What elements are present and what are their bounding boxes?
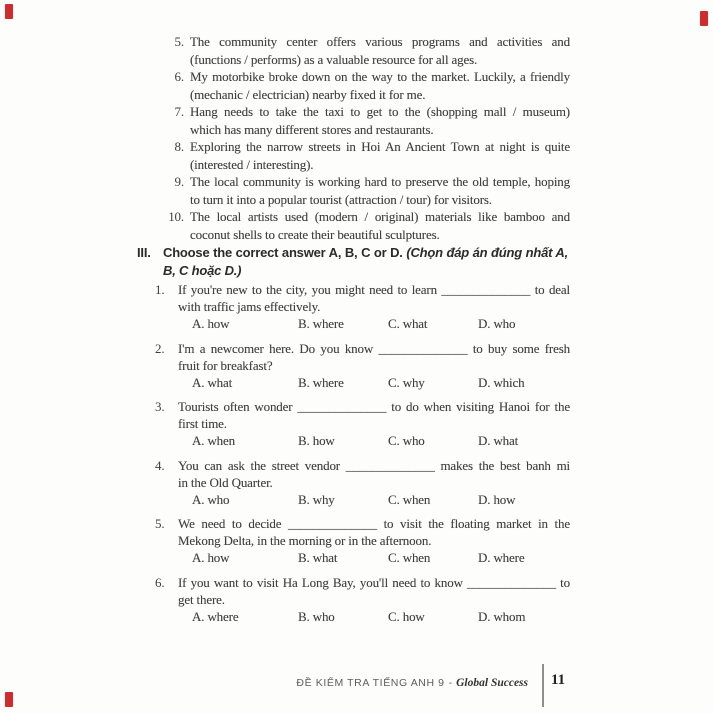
question-item <box>155 398 713 449</box>
question-number: 2. <box>155 340 165 356</box>
question-number: 3. <box>155 399 165 414</box>
section-title <box>163 244 568 279</box>
footer-book-title: Global Success <box>456 677 528 689</box>
option-cell: D. which <box>478 374 525 390</box>
questions-list <box>0 281 713 625</box>
text-line: in the Old Quarter. <box>178 474 273 490</box>
text-line: which has many different stores and restaurants. <box>190 121 434 137</box>
option-cell: B. how <box>298 433 335 448</box>
text-lines <box>190 173 570 208</box>
options-row <box>178 374 570 391</box>
option-cell: A. how <box>192 316 230 331</box>
text-lines <box>190 138 570 173</box>
question-item <box>155 457 713 508</box>
question-item <box>155 574 713 625</box>
text-line: Exploring the narrow streets in Hoi An Ancient Town at night is quite <box>190 139 570 154</box>
option-cell: D. what <box>478 433 519 448</box>
text-line: Tourists often wonder ______________ to do when visiting Hanoi for the <box>178 399 570 414</box>
text-line: If you want to visit Ha Long Bay, you'll need to know ______________ to <box>178 574 570 590</box>
footer-series-label: ĐỀ KIỂM TRA TIẾNG ANH 9 <box>296 677 445 689</box>
options-row <box>178 491 570 508</box>
text-lines <box>190 103 570 138</box>
option-cell: C. who <box>388 433 425 448</box>
question-item <box>155 281 713 332</box>
question-number: 5. <box>155 516 165 531</box>
text-lines <box>190 68 570 103</box>
text-line: If you're new to the city, you might need to learn ______________ to deal <box>178 282 570 297</box>
text-lines <box>178 340 570 391</box>
text-line: We need to decide ______________ to visit the floating market in the <box>178 516 570 531</box>
text-line: get there. <box>178 591 225 607</box>
question-item <box>155 340 713 391</box>
text-line: (functions / performs) as a valuable resource for all ages. <box>190 51 478 67</box>
footer <box>296 677 528 689</box>
option-cell: B. who <box>298 608 335 624</box>
option-cell: B. where <box>298 374 344 390</box>
section-title-en: Choose the correct answer A, B, C or D. <box>163 245 407 260</box>
option-cell: A. how <box>192 550 230 565</box>
exercise-item <box>162 68 713 103</box>
exercise-items-list <box>0 33 713 243</box>
option-cell: C. when <box>388 491 431 507</box>
options-row <box>178 608 570 625</box>
exercise-item <box>162 33 713 68</box>
option-cell: D. where <box>478 550 525 565</box>
option-cell: D. whom <box>478 608 526 624</box>
exercise-item <box>162 208 713 243</box>
option-cell: A. who <box>192 491 230 507</box>
text-line: with traffic jams effectively. <box>178 299 321 314</box>
options-row <box>178 549 570 566</box>
footer-divider-bar <box>542 664 544 707</box>
text-lines <box>178 398 570 449</box>
option-cell: A. when <box>192 433 235 448</box>
text-lines <box>178 574 570 625</box>
item-number: 7. <box>174 104 184 119</box>
option-cell: B. where <box>298 316 344 331</box>
option-cell: B. what <box>298 550 338 565</box>
red-corner-mark-top-right <box>700 11 708 26</box>
option-cell: A. what <box>192 374 233 390</box>
text-line: fruit for breakfast? <box>178 357 273 373</box>
option-cell: C. why <box>388 374 425 390</box>
text-line: coconut shells to create their beautiful sculptures. <box>190 226 440 242</box>
option-cell: B. why <box>298 491 335 507</box>
text-line: The local artists used (modern / original) materials like bamboo and <box>190 209 570 224</box>
item-number: 5. <box>174 34 184 49</box>
text-lines <box>190 33 570 68</box>
text-line: Hang needs to take the taxi to get to the (shopping mall / museum) <box>190 104 570 119</box>
option-cell: D. how <box>478 491 516 507</box>
option-cell: C. how <box>388 608 425 624</box>
section-iii-heading <box>137 244 713 279</box>
question-number: 6. <box>155 574 165 590</box>
text-lines <box>178 515 570 566</box>
text-lines <box>178 281 570 332</box>
red-corner-mark-bottom-left <box>5 692 13 707</box>
option-cell: C. when <box>388 550 431 565</box>
item-number: 8. <box>174 139 184 154</box>
text-lines <box>190 208 570 243</box>
page-number: 11 <box>551 672 566 688</box>
page-content <box>0 33 713 632</box>
text-line: first time. <box>178 416 227 431</box>
question-number: 1. <box>155 282 165 297</box>
text-line: to turn it into a popular tourist (attraction / tour) for visitors. <box>190 191 492 207</box>
text-line: I'm a newcomer here. Do you know ______________ to buy some fresh <box>178 340 570 356</box>
options-row <box>178 315 570 332</box>
text-line: (mechanic / electrician) nearby fixed it for me. <box>190 86 426 102</box>
item-number: 6. <box>174 69 184 84</box>
exercise-item <box>162 138 713 173</box>
text-line: Mekong Delta, in the morning or in the afternoon. <box>178 533 432 548</box>
item-number: 10. <box>168 209 184 224</box>
section-numeral: III. <box>137 245 151 260</box>
text-line: The community center offers various programs and activities and <box>190 34 570 49</box>
text-line: My motorbike broke down on the way to the market. Luckily, a friendly <box>190 69 570 84</box>
footer-separator: - <box>448 677 453 689</box>
option-cell: D. who <box>478 316 516 331</box>
option-cell: A. where <box>192 608 239 624</box>
question-number: 4. <box>155 457 165 473</box>
text-line: You can ask the street vendor ______________ makes the best banh mi <box>178 457 570 473</box>
question-item <box>155 515 713 566</box>
red-corner-mark-top-left <box>5 4 13 19</box>
text-lines <box>178 457 570 508</box>
item-number: 9. <box>174 174 184 189</box>
option-cell: C. what <box>388 316 428 331</box>
section-title-vi: (Chọn đáp án đúng nhất A, B, C hoặc D.) <box>163 245 568 278</box>
exercise-item <box>162 173 713 208</box>
text-line: The local community is working hard to preserve the old temple, hoping <box>190 174 570 189</box>
text-line: (interested / interesting). <box>190 156 314 172</box>
exercise-item <box>162 103 713 138</box>
options-row <box>178 432 570 449</box>
